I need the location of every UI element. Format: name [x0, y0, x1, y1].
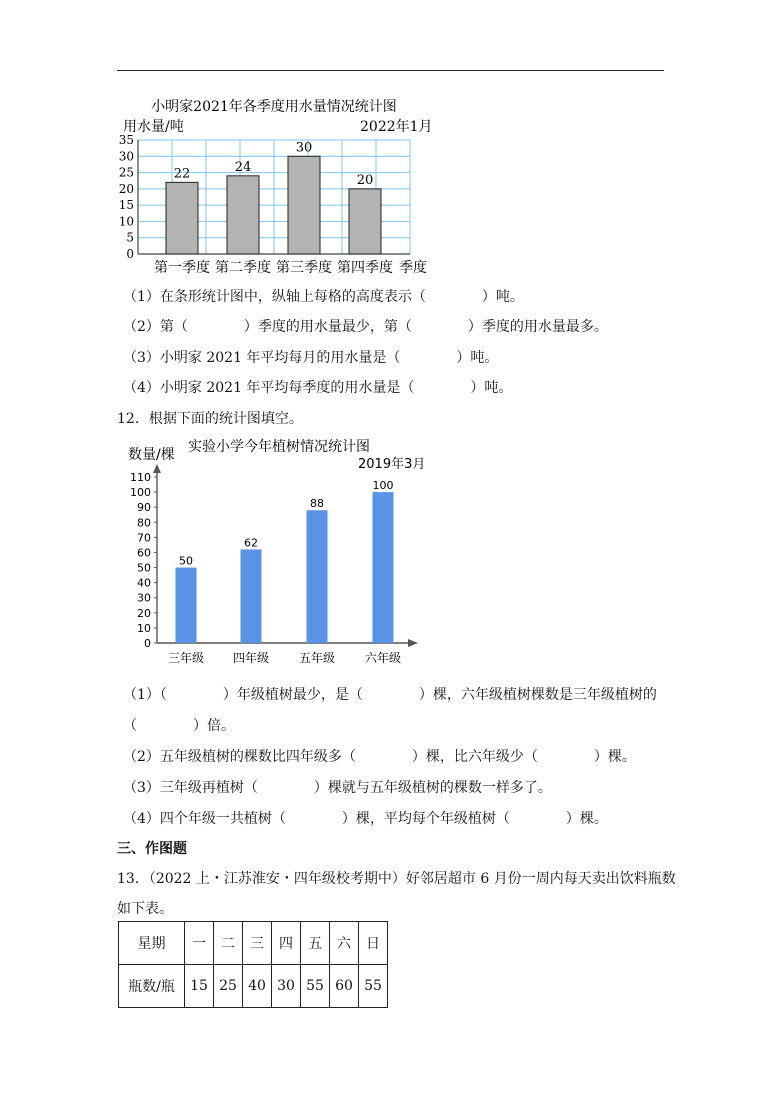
- bar-value-label: 20: [356, 172, 374, 188]
- q11-1: （1）在条形统计图中，纵轴上每格的高度表示（ ）吨。: [123, 289, 524, 305]
- bar: [373, 492, 394, 643]
- row-header-weekday: 星期: [119, 922, 185, 965]
- y-tick-label: 35: [118, 133, 134, 147]
- x-tick-label: 第三季度: [276, 260, 332, 276]
- chart1-ylabel: 用水量/吨: [123, 119, 184, 135]
- y-tick-label: 80: [137, 516, 151, 530]
- y-tick-label: 60: [137, 546, 151, 560]
- table-cell: 30: [272, 965, 301, 1008]
- section-heading: 三、作图题: [117, 841, 187, 857]
- q12-2: （2）五年级植树的棵数比四年级多（ ）棵，比六年级少（ ）棵。: [123, 749, 636, 765]
- x-tick-label: 第一季度: [154, 260, 210, 276]
- y-tick-label: 70: [137, 531, 151, 545]
- q13-line2: 如下表。: [117, 901, 173, 917]
- x-tick-label: 第四季度: [337, 260, 393, 276]
- q12-4: （4）四个年级一共植树（ ）棵，平均每个年级植树（ ）棵。: [123, 811, 608, 827]
- x-tick-label: 五年级: [298, 651, 336, 665]
- q13-line1: 13．（2022 上・江苏淮安・四年级校考期中）好邻居超市 6 月份一周内每天卖出饮料瓶数: [117, 871, 676, 887]
- table-row: [119, 965, 388, 1008]
- y-tick-label: 10: [137, 621, 151, 635]
- bar-value-label: 50: [179, 554, 193, 568]
- bar: [288, 156, 320, 254]
- sales-table: [118, 921, 388, 1008]
- q12-1b: （ ）倍。: [123, 718, 235, 734]
- y-axis-arrow: [153, 464, 161, 473]
- bar: [241, 549, 262, 643]
- y-tick-label: 110: [130, 471, 151, 484]
- bar: [307, 510, 328, 643]
- chart1-xlabel: 季度: [399, 260, 427, 276]
- y-tick-label: 25: [118, 165, 134, 180]
- bar: [176, 568, 197, 643]
- x-tick-label: 三年级: [167, 651, 205, 665]
- bar-value-label: 24: [234, 159, 252, 175]
- chart2-date: 2019年3月: [358, 457, 426, 472]
- x-axis-arrow: [408, 639, 418, 647]
- table-cell: 三: [243, 922, 272, 965]
- tree-planting-chart: [0, 430, 780, 675]
- y-tick-label: 20: [137, 606, 151, 620]
- table-cell: 40: [243, 965, 272, 1008]
- q12-3: （3）三年级再植树（ ）棵就与五年级植树的棵数一样多了。: [123, 780, 552, 796]
- table-row: [119, 922, 388, 965]
- table-cell: 四: [272, 922, 301, 965]
- table-cell: 55: [301, 965, 330, 1008]
- table-cell: 15: [185, 965, 214, 1008]
- q11-3: （3）小明家 2021 年平均每月的用水量是（ ）吨。: [123, 350, 499, 366]
- y-tick-label: 30: [118, 149, 134, 164]
- bar: [227, 176, 259, 254]
- table-cell: 一: [185, 922, 214, 965]
- table-cell: 日: [359, 922, 388, 965]
- q11-4: （4）小明家 2021 年平均每季度的用水量是（ ）吨。: [123, 380, 513, 396]
- x-tick-label: 第二季度: [215, 260, 271, 276]
- chart1-date: 2022年1月: [360, 119, 433, 135]
- y-tick-label: 5: [126, 230, 134, 245]
- y-tick-label: 30: [137, 591, 151, 605]
- chart2-title: 实验小学今年植树情况统计图: [188, 439, 370, 455]
- q11-2: （2）第（ ）季度的用水量最少，第（ ）季度的用水量最多。: [123, 319, 608, 335]
- x-tick-label: 四年级: [232, 651, 270, 665]
- bar: [166, 182, 198, 254]
- table-cell: 60: [330, 965, 359, 1008]
- bar-value-label: 100: [372, 479, 394, 493]
- y-tick-label: 0: [126, 247, 134, 261]
- bar-value-label: 62: [244, 536, 258, 550]
- y-tick-label: 10: [118, 214, 134, 229]
- table-cell: 25: [214, 965, 243, 1008]
- y-tick-label: 40: [137, 576, 151, 590]
- y-tick-label: 15: [118, 198, 134, 213]
- bar-value-label: 30: [295, 140, 313, 156]
- water-usage-chart: [0, 0, 780, 290]
- bar-value-label: 88: [310, 497, 324, 511]
- x-tick-label: 六年级: [364, 651, 402, 665]
- y-tick-label: 0: [144, 637, 151, 650]
- row-header-count: 瓶数/瓶: [119, 965, 185, 1008]
- q12-1a: （1）（ ）年级植树最少，是（ ）棵，六年级植树棵数是三年级植树的: [123, 687, 657, 703]
- chart2-ylabel: 数量/棵: [128, 447, 175, 463]
- table-cell: 二: [214, 922, 243, 965]
- y-tick-label: 100: [130, 486, 151, 500]
- chart1-title: 小明家2021年各季度用水量情况统计图: [151, 99, 397, 115]
- bar: [349, 189, 381, 254]
- y-tick-label: 50: [137, 561, 151, 575]
- q12-title: 12．根据下面的统计图填空。: [117, 411, 303, 427]
- y-tick-label: 90: [137, 501, 151, 515]
- table-cell: 六: [330, 922, 359, 965]
- table-cell: 五: [301, 922, 330, 965]
- y-tick-label: 20: [118, 181, 134, 196]
- table-cell: 55: [359, 965, 388, 1008]
- bar-value-label: 22: [173, 166, 191, 182]
